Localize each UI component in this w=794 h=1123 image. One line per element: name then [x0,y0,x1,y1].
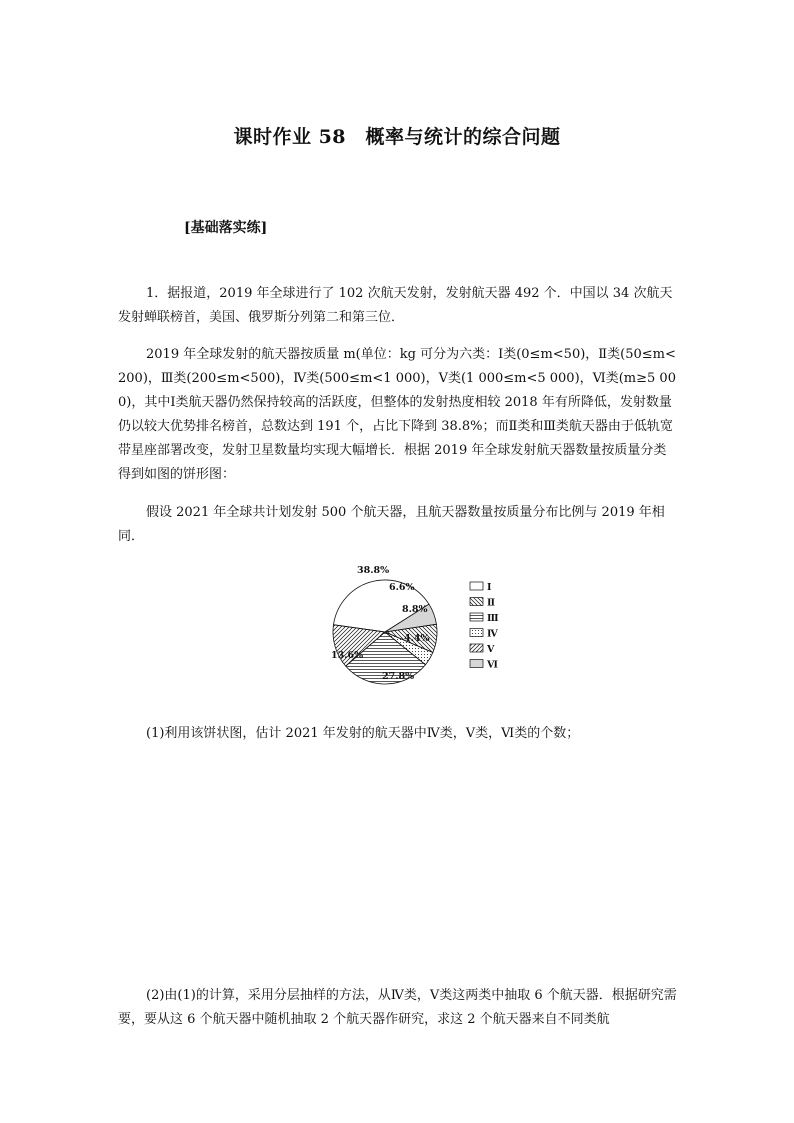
question-1: (1)利用该饼状图，估计 2021 年发射的航天器中Ⅳ类，Ⅴ类，Ⅵ类的个数； [146,726,580,741]
page-title: 课时作业 58 概率与统计的综合问题 [233,126,561,148]
section-heading: [基础落实练] [184,220,268,236]
pie-slice-label: 27.8% [382,671,415,682]
question-2: (2)由(1)的计算，采用分层抽样的方法，从Ⅳ类，Ⅴ类这两类中抽取 6 个航天器．根据研究需要，要从这 6 个航天器中随机抽取 2 个航天器作研究，求这 2 个航天器来自不同类航 [118,988,677,1027]
legend-swatch [470,660,483,668]
legend-swatch [470,582,483,590]
pie-slice-label: 4.4% [404,633,430,644]
legend-label: Ⅴ [487,644,495,655]
paragraph-intro: 1．据报道，2019 年全球进行了 102 次航天发射，发射航天器 492 个．中国以 34 次航天发射蝉联榜首，美国、俄罗斯分列第二和第三位． [118,286,673,325]
legend-label: Ⅲ [487,613,499,624]
legend-swatch [470,629,483,637]
legend-label: Ⅰ [487,582,492,593]
paragraph-classification: 2019 年全球发射的航天器按质量 m(单位：kg 可分为六类：Ⅰ类(0≤m<50)，Ⅱ类(50≤m<200)，Ⅲ类(200≤m<500)，Ⅳ类(500≤m<1 000)，Ⅴ类(1 000≤m<5 000)，Ⅵ类(m≥5 000)，其中Ⅰ类航天器仍然保持较高的活跃度，但整体的发射热度相较 2018 年有所降低，发射数量仍以较大优势排名榜首，总数达到 191 个，占比下降到 38.8%；而Ⅱ类和Ⅲ类航天器由于低轨宽带星座部署改变，发射卫星数量均实现大幅增长．根据 2019 年全球发射航天器数量按质量分类得到如图的饼形图： [118,347,676,482]
legend-label: Ⅳ [487,628,498,640]
pie-slice-label: 13.6% [331,650,364,661]
pie-slice-label: 38.8% [357,565,390,576]
pie-chart [300,560,520,700]
pie-slice-label: 8.8% [402,604,428,615]
paragraph-assumption: 假设 2021 年全球共计划发射 500 个航天器，且航天器数量按质量分布比例与 2019 年相同． [118,505,665,544]
legend-swatch [470,644,483,652]
legend-swatch [470,613,483,621]
pie-chart-svg [300,560,520,700]
legend-swatch [470,598,483,606]
legend-label: Ⅵ [487,659,498,671]
pie-slice-label: 6.6% [389,582,415,593]
legend-label: Ⅱ [487,597,496,609]
